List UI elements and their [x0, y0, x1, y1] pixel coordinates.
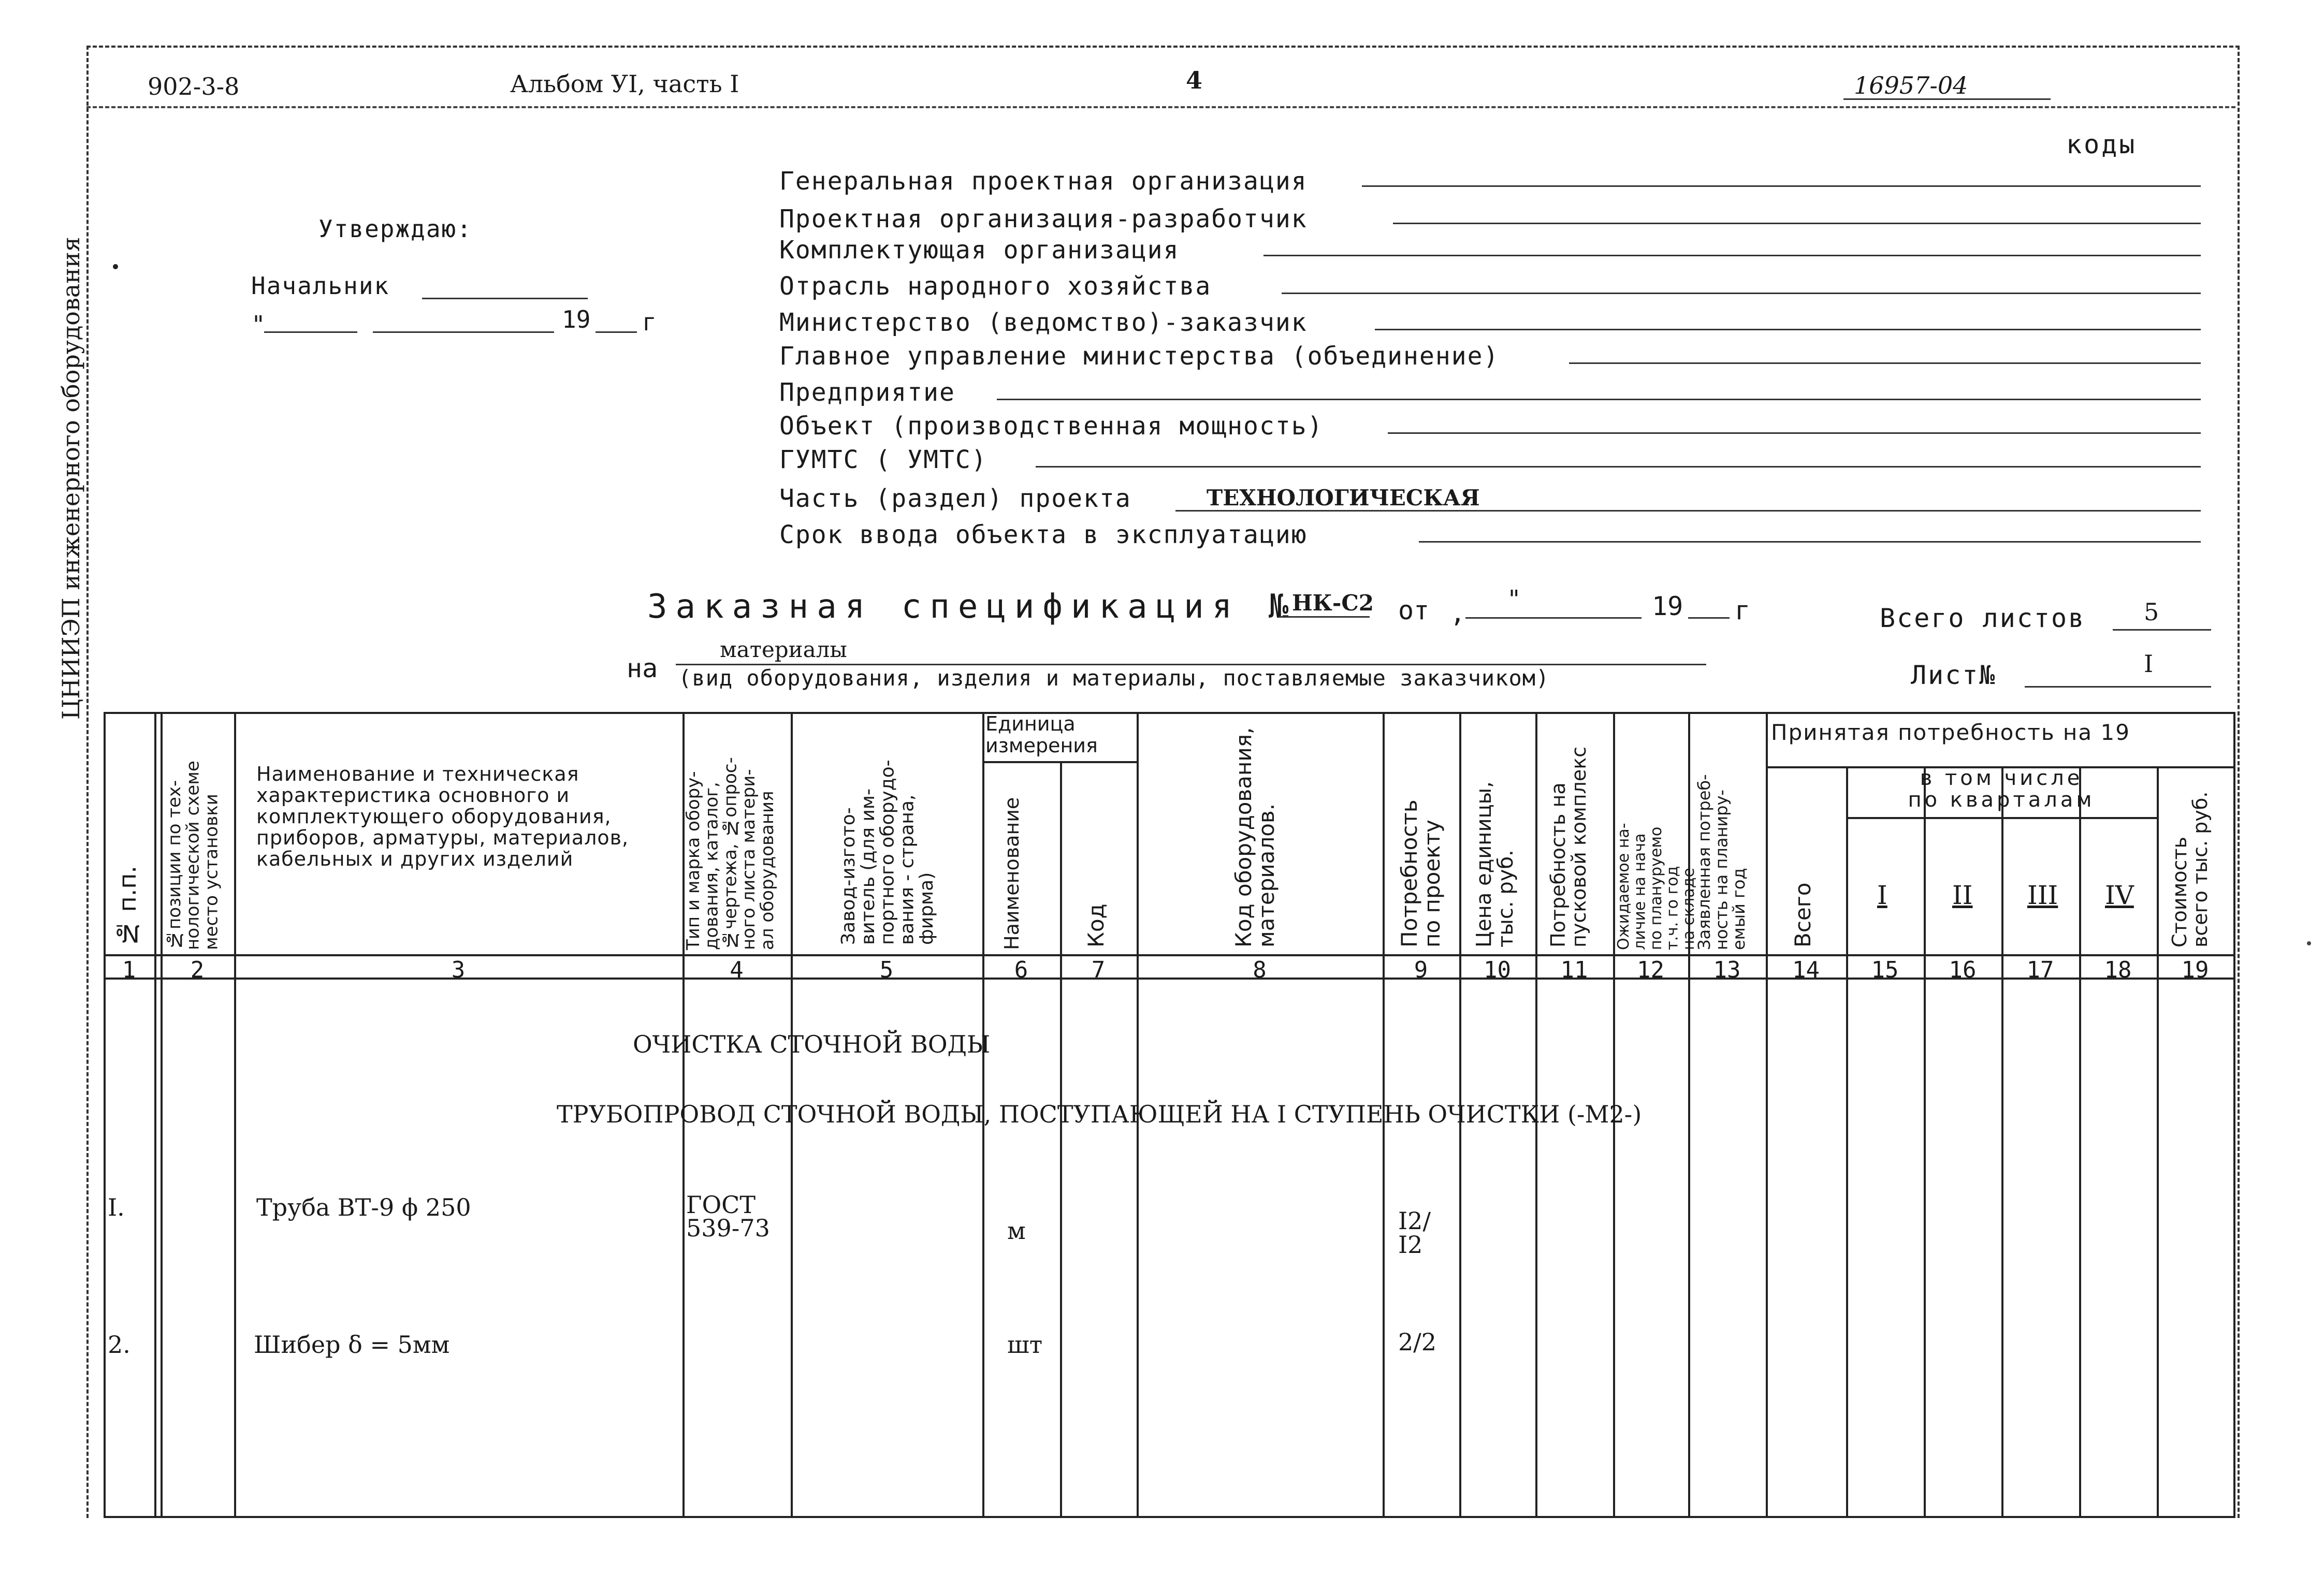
field-project-part: Часть (раздел) проекта — [779, 484, 1131, 513]
col-number: 3 — [451, 957, 466, 983]
col-number: 15 — [1871, 957, 1899, 983]
col-number: 10 — [1484, 957, 1511, 983]
header-divider — [86, 106, 2235, 108]
approval-position: Начальник — [251, 272, 390, 300]
doc-code: 902-3-8 — [148, 72, 240, 100]
row-1-need: I2/ I2 — [1398, 1207, 1431, 1259]
subsection-title: ТРУБОПРОВОД СТОЧНОЙ ВОДЫ, ПОСТУПАЮЩЕЙ НА I СТУПЕНЬ ОЧИСТКИ (-М2-) — [557, 1100, 1642, 1128]
col-number: 12 — [1637, 957, 1664, 983]
col-header-name: Наименование и техническая характеристика основного и комплектующего оборудования, приборов, арматуры, материалов, кабельных и других изделий — [256, 763, 629, 871]
table-top-border — [104, 712, 2235, 714]
archive-number: 16957-04 — [1854, 71, 1968, 99]
row-1-number: I. — [108, 1193, 125, 1221]
col-header-unit-code: Код — [1083, 903, 1109, 947]
field-developer-org: Проектная организация-разработчик — [779, 205, 1308, 234]
spec-from-label: от — [1398, 595, 1430, 625]
col-header-total: Всего — [1790, 882, 1815, 947]
row-2-number: 2. — [108, 1331, 130, 1359]
album-label: Альбом УI, часть I — [510, 70, 739, 98]
archive-underline — [1843, 98, 2051, 100]
col-header-accepted: Принятая потребность на 19 — [1771, 720, 2130, 745]
col-header-type: Тип и марка обору- дования, каталог, №чертежа, №опрос- ного листа матери- ал оборудования — [683, 757, 778, 950]
row-1-name: Труба ВТ-9 ϕ 250 — [256, 1193, 471, 1221]
field-object: Объект (производственная мощность) — [779, 412, 1324, 441]
spec-subject: материалы — [720, 637, 847, 662]
field-enterprise: Предприятие — [779, 378, 955, 407]
col-header-q3: III — [2027, 880, 2058, 910]
col-header-position: №позиции по тех- нологической схеме место установки — [164, 761, 222, 950]
approval-year-suffix: г — [642, 308, 657, 336]
sheet-no-value: I — [2144, 650, 2154, 678]
row-2-need: 2/2 — [1398, 1328, 1437, 1356]
col-number: 1 — [122, 957, 136, 983]
row-2-name: Шибер δ = 5мм — [254, 1331, 450, 1359]
project-part-value: ТЕХНОЛОГИЧЕСКАЯ — [1207, 485, 1480, 510]
approval-year-line — [595, 331, 637, 333]
col-number: 5 — [879, 957, 894, 983]
col-header-project-need: Потребность по проекту — [1397, 799, 1445, 947]
col-number: 4 — [730, 957, 744, 983]
col-header-unit-price: Цена единицы, тыс. руб. — [1472, 781, 1518, 947]
approval-date-quote: " — [251, 311, 266, 339]
col-header-startup-need: Потребность на пусковой комплекс — [1547, 746, 1590, 947]
approval-title: Утверждаю: — [318, 215, 472, 243]
field-gumts: ГУМТС ( УМТС) — [779, 445, 987, 474]
spec-subject-caption: (вид оборудования, изделия и материалы, поставляемые заказчиком) — [678, 665, 1550, 691]
total-sheets-label: Всего листов — [1880, 603, 2086, 633]
sheet-no-label: Лист№ — [1911, 660, 1997, 690]
field-commissioning-date: Срок ввода объекта в эксплуатацию — [779, 520, 1308, 549]
table-bottom-border — [104, 1516, 2235, 1518]
col-header-unit-group: Единица измерения — [985, 712, 1098, 757]
field-general-org: Генеральная проектная организация — [779, 167, 1308, 196]
col-header-equipment-code: Код оборудования, материалов. — [1231, 727, 1280, 947]
col-number: 9 — [1414, 957, 1428, 983]
spec-year-prefix: 19 — [1652, 591, 1683, 621]
row-1-type-line1: ГОСТ — [686, 1191, 756, 1219]
col-header-no: № п.п. — [113, 865, 141, 947]
field-main-department: Главное управление министерства (объединение) — [779, 342, 1500, 371]
field-ministry: Министерство (ведомство)-заказчик — [779, 308, 1308, 337]
col-header-q2: II — [1952, 880, 1973, 910]
approval-month-line — [373, 331, 554, 333]
col-header-unit-name: Наименование — [1000, 797, 1023, 950]
field-industry: Отрасль народного хозяйства — [779, 272, 1212, 301]
row-1-type-line2: 539-73 — [686, 1214, 770, 1242]
row-1-unit: м — [1007, 1217, 1026, 1245]
col-header-manufacturer: Завод-изгото- витель (для им- портного оборудо- вания - страна, фирма) — [838, 760, 938, 945]
approval-day-line — [264, 331, 357, 333]
col-number: 13 — [1713, 957, 1741, 983]
col-header-expected-stock: Ожидаемое на- личие на нача по плануруемо т.ч. го год на складе — [1615, 823, 1698, 950]
col-number: 14 — [1792, 957, 1820, 983]
col-number: 17 — [2026, 957, 2054, 983]
row-2-unit: шт — [1007, 1331, 1043, 1359]
spec-on-label: на — [627, 653, 658, 683]
field-completing-org: Комплектующая организация — [779, 236, 1180, 265]
spec-year-suffix: г — [1735, 595, 1751, 625]
codes-label: коды — [2066, 129, 2137, 159]
col-header-cost: Стоимость всего тыс. руб. — [2168, 791, 2212, 947]
col-number: 6 — [1014, 957, 1028, 983]
spec-date-quote: " — [1507, 585, 1521, 613]
punch-dot — [113, 264, 118, 269]
stray-dot — [2307, 941, 2311, 945]
col-header-q4: IV — [2105, 880, 2134, 910]
total-sheets-value: 5 — [2144, 598, 2159, 626]
side-organization-text: ЦНИИЭП инженерного оборудования — [57, 237, 85, 720]
approval-name-line — [422, 298, 588, 299]
col-header-quarters: в том числе по кварталам — [1908, 766, 2095, 812]
page-number: 4 — [1186, 66, 1203, 94]
approval-year-prefix: 19 — [562, 305, 591, 333]
col-number: 11 — [1560, 957, 1588, 983]
col-number: 19 — [2181, 957, 2209, 983]
col-number: 2 — [190, 957, 205, 983]
spec-title: Заказная спецификация № — [647, 588, 1297, 626]
col-number: 18 — [2104, 957, 2132, 983]
col-header-declared-need: Заявленная потреб- ность на планиру- емый год — [1694, 774, 1749, 950]
col-number: 16 — [1949, 957, 1977, 983]
section-title: ОЧИСТКА СТОЧНОЙ ВОДЫ — [633, 1030, 991, 1058]
col-number: 8 — [1253, 957, 1267, 983]
col-header-q1: I — [1877, 880, 1887, 910]
spec-number: НК-С2 — [1292, 590, 1374, 616]
col-number: 7 — [1091, 957, 1106, 983]
